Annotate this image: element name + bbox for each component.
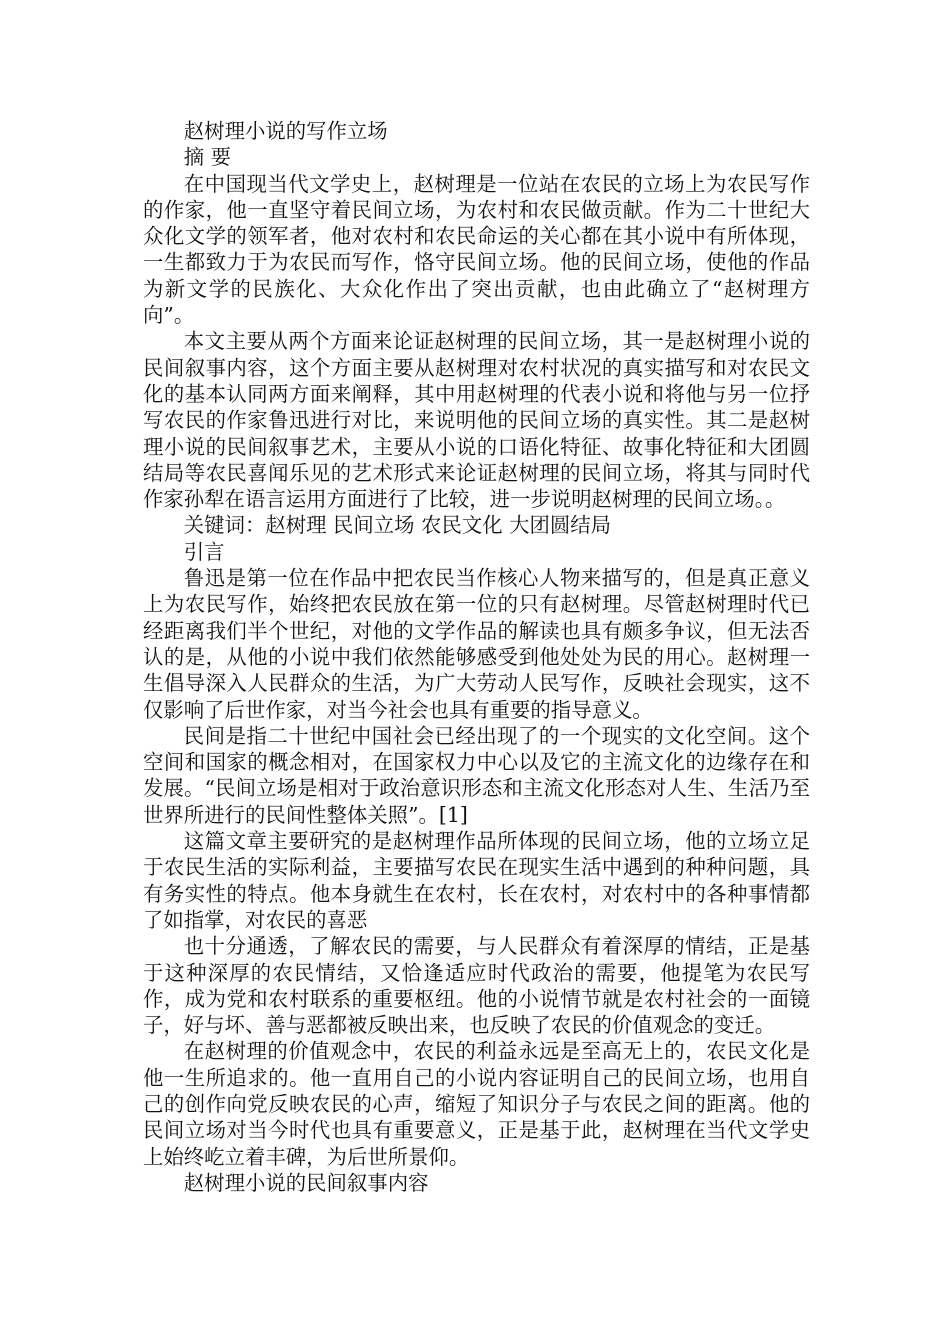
intro-paragraph-3: 这篇文章主要研究的是赵树理作品所体现的民间立场，他的立场立足于农民生活的实际利益，主要描写农民在现实生活中遇到的种种问题，具有务实性的特点。他本身就生在农村，长在农村，对农村中的各种事情都了如指掌，对农民的喜恶 bbox=[143, 829, 810, 932]
section-heading: 赵树理小说的民间叙事内容 bbox=[183, 1170, 429, 1195]
intro-paragraph-5: 在赵树理的价值观念中，农民的利益永远是至高无上的，农民文化是他一生所追求的。他一直用自己的小说内容证明自己的民间立场，也用自己的创作向党反映农民的心声，缩短了知识分子与农民之间的距离。他的民间立场对当今时代也具有重要意义，正是基于此，赵树理在当代文学史上始终屹立着丰碑，为后世所景仰。 bbox=[143, 1039, 810, 1169]
document-title: 赵树理小说的写作立场 bbox=[183, 119, 388, 143]
intro-paragraph-4: 也十分通透，了解农民的需要，与人民群众有着深厚的情结，正是基于这种深厚的农民情结，又恰逢适应时代政治的需要，他提笔为农民写作，成为党和农村联系的重要枢纽。他的小说情节就是农村社会的一面镜子，好与坏、善与恶都被反映出来，也反映了农民的价值观念的变迁。 bbox=[143, 934, 810, 1038]
abstract-heading: 摘 要 bbox=[183, 145, 232, 170]
intro-heading: 引言 bbox=[183, 539, 225, 564]
abstract-paragraph-1: 在中国现当代文学史上，赵树理是一位站在农民的立场上为农民写作的作家，他一直坚守着民间立场，为农村和农民做贡献。作为二十世纪大众化文学的领军者，他对农村和农民命运的关心都在其小说中有所体现，一生都致力于为农民而写作，恪守民间立场。他的民间立场，使他的作品为新文学的民族化、大众化作出了突出贡献，也由此确立了“赵树理方向”。 bbox=[143, 171, 810, 328]
abstract-paragraph-2: 本文主要从两个方面来论证赵树理的民间立场，其一是赵树理小说的民间叙事内容，这个方面主要从赵树理对农村状况的真实描写和对农民文化的基本认同两方面来阐释，其中用赵树理的代表小说和将他与另一位抒写农民的作家鲁迅进行对比，来说明他的民间立场的真实性。其二是赵树理小说的民间叙事艺术，主要从小说的口语化特征、故事化特征和大团圆结局等农民喜闻乐见的艺术形式来论证赵树理的民间立场，将其与同时代作家孙犁在语言运用方面进行了比较，进一步说明赵树理的民间立场。。 bbox=[143, 329, 810, 512]
document-page bbox=[143, 118, 810, 1196]
keywords-line: 关键词：赵树理 民间立场 农民文化 大团圆结局 bbox=[183, 513, 612, 538]
intro-paragraph-2: 民间是指二十世纪中国社会已经出现了的一个现实的文化空间。这个空间和国家的概念相对，在国家权力中心以及它的主流文化的边缘存在和发展。“民间立场是相对于政治意识形态和主流文化形态对人生、生活乃至世界所进行的民间性整体关照”。[1] bbox=[143, 723, 810, 827]
intro-paragraph-1: 鲁迅是第一位在作品中把农民当作核心人物来描写的，但是真正意义上为农民写作，始终把农民放在第一位的只有赵树理。尽管赵树理时代已经距离我们半个世纪，对他的文学作品的解读也具有颇多争议，但无法否认的是，从他的小说中我们依然能够感受到他处处为民的用心。赵树理一生倡导深入人民群众的生活，为广大劳动人民写作，反映社会现实，这不仅影响了后世作家，对当今社会也具有重要的指导意义。 bbox=[143, 566, 810, 722]
